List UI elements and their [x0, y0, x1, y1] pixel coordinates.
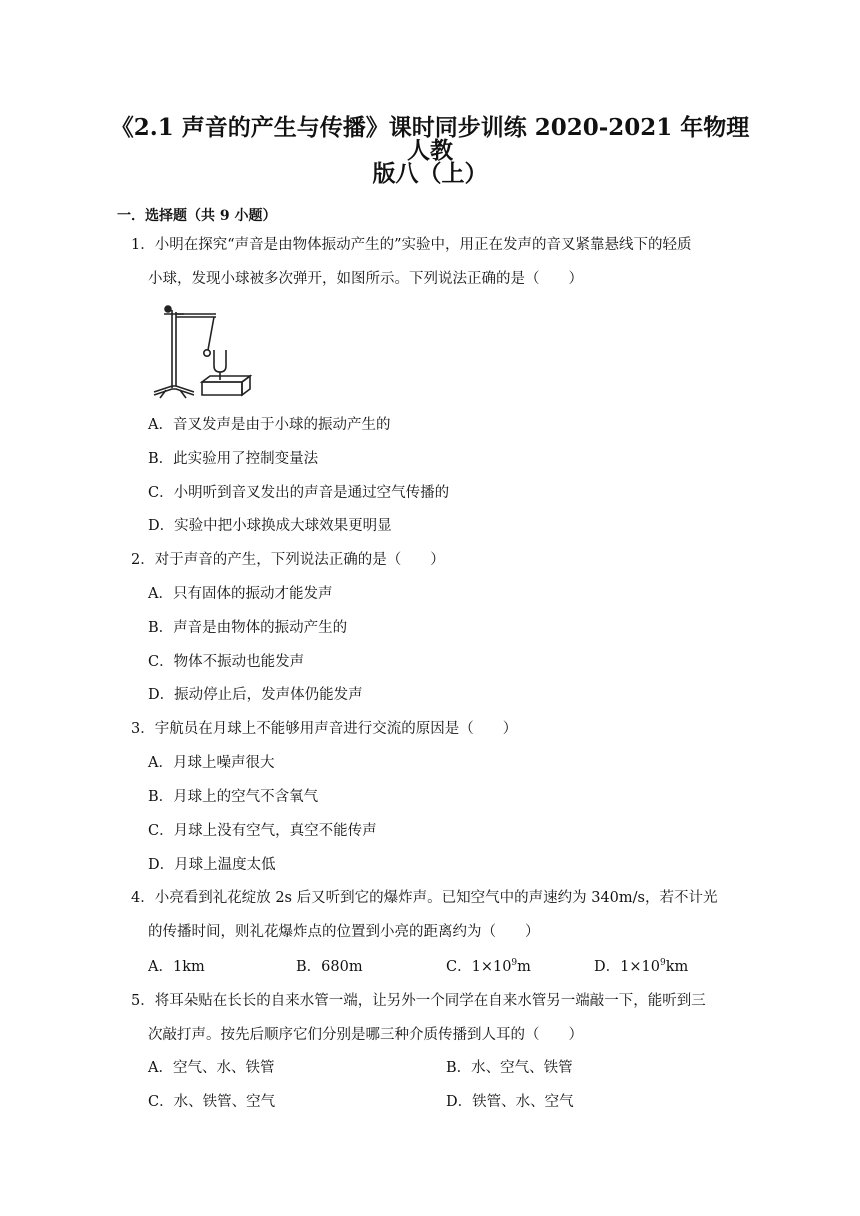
- q5-option-d: D．铁管、水、空气: [446, 1094, 574, 1110]
- q4-option-d: D．$1\times 10^9km$: [594, 958, 689, 975]
- section-heading: 一．选择题（共 9 小题）: [117, 208, 277, 224]
- q5-stem-line1: 5．将耳朵贴在长长的自来水管一端，让另外一个同学在自来水管另一端敲一下，能听到三: [131, 993, 706, 1009]
- q2-option-a: A．只有固体的振动才能发声: [148, 586, 333, 602]
- q3-option-c: C．月球上没有空气，真空不能传声: [148, 823, 377, 839]
- q5-option-a: A．空气、水、铁管: [148, 1060, 275, 1076]
- q1-option-c: C．小明听到音叉发出的声音是通过空气传播的: [148, 485, 450, 501]
- q4-stem-line2: 的传播时间，则礼花爆炸点的位置到小亮的距离约为（ ）: [148, 924, 540, 940]
- q5-stem-line2: 次敲打声。按先后顺序它们分别是哪三种介质传播到人耳的（ ）: [148, 1027, 583, 1043]
- document-title-line1: 《2.1 声音的产生与传播》课时同步训练 2020-2021 年物理人教: [110, 114, 750, 164]
- q1-option-a: A．音叉发声是由于小球的振动产生的: [148, 417, 391, 433]
- q1-stem-line2: 小球，发现小球被多次弹开，如图所示。下列说法正确的是（ ）: [148, 271, 583, 287]
- q5-option-c: C．水、铁管、空气: [148, 1094, 276, 1110]
- q2-option-d: D．振动停止后，发声体仍能发声: [148, 687, 363, 703]
- q4-option-a: A．1km: [148, 959, 205, 975]
- q3-option-b: B．月球上的空气不含氧气: [148, 789, 319, 805]
- q4-stem-line1: 4．小亮看到礼花绽放 2s 后又听到它的爆炸声。已知空气中的声速约为 340m/s，若不计光: [131, 890, 718, 906]
- q3-stem: 3．宇航员在月球上不能够用声音进行交流的原因是（ ）: [131, 721, 518, 737]
- q3-option-a: A．月球上噪声很大: [148, 755, 275, 771]
- q2-option-b: B．声音是由物体的振动产生的: [148, 620, 348, 636]
- q1-option-b: B．此实验用了控制变量法: [148, 451, 319, 467]
- q2-option-c: C．物体不振动也能发声: [148, 654, 305, 670]
- q2-stem: 2．对于声音的产生，下列说法正确的是（ ）: [131, 552, 445, 568]
- q4-option-b: B．680m: [296, 959, 363, 975]
- q3-option-d: D．月球上温度太低: [148, 857, 276, 873]
- q1-option-d: D．实验中把小球换成大球效果更明显: [148, 518, 392, 534]
- q1-stem-line1: 1．小明在探究“声音是由物体振动产生的”实验中，用正在发声的音叉紧靠悬线下的轻质: [131, 237, 692, 253]
- tuning-fork-apparatus-icon: [150, 300, 260, 400]
- document-title-line2: 版八（上）: [372, 160, 488, 187]
- q5-option-b: B．水、空气、铁管: [446, 1060, 573, 1076]
- q4-option-c: C．$1\times 10^9m$: [446, 958, 531, 975]
